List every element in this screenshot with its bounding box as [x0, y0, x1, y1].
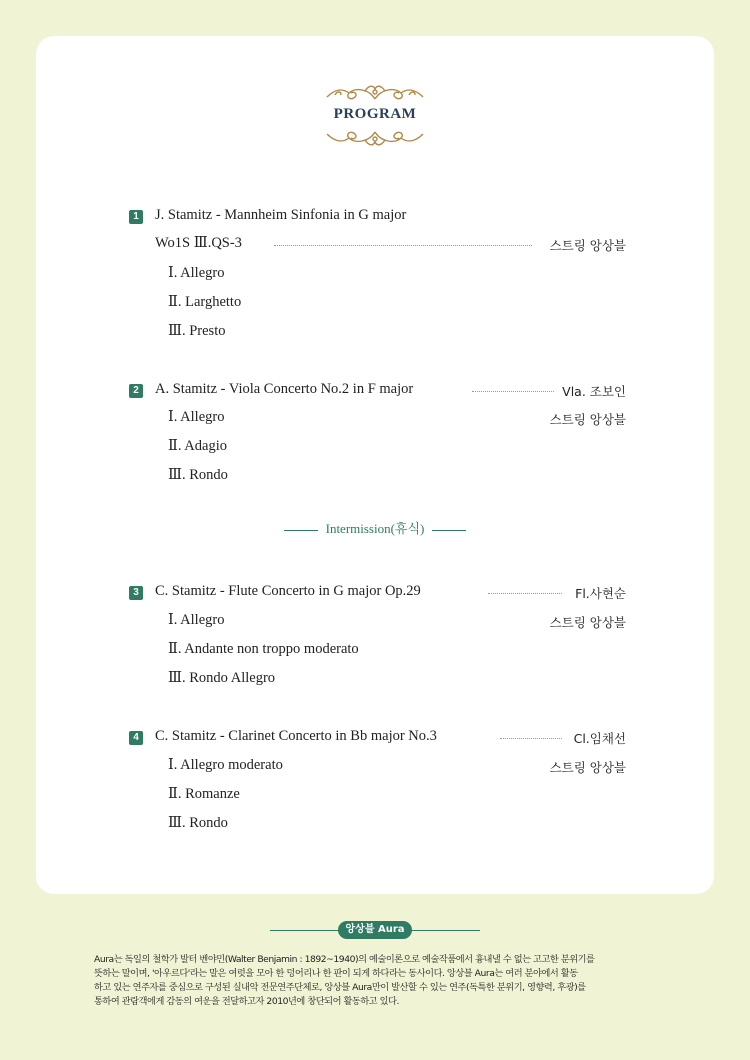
about-header: [270, 921, 480, 939]
program-4-title-row: [36, 728, 714, 750]
movement-row: [36, 757, 714, 779]
program-title-text: J. Stamitz - Mannheim Sinfonia in G major: [155, 207, 407, 223]
movement: Ⅱ. Adagio: [168, 438, 227, 454]
performer: 스트링 앙상블: [549, 615, 626, 630]
performer: Fl.사현순: [575, 586, 626, 601]
about-description: [94, 953, 674, 1009]
movement: Ⅰ. Allegro: [168, 612, 225, 628]
ornament-top-icon: [325, 83, 425, 103]
program-card: [36, 36, 714, 894]
leader-dots: [274, 245, 532, 246]
ornament-bottom-icon: [325, 128, 425, 148]
movement-row: [36, 612, 714, 634]
movement-row: [36, 409, 714, 431]
program-number-badge: 1: [129, 210, 143, 224]
intermission-label: Intermission(휴식): [325, 521, 425, 536]
movement: Ⅱ. Larghetto: [168, 294, 242, 310]
performer: Vla. 조보인: [562, 384, 626, 399]
movement: Ⅲ. Rondo: [168, 467, 228, 483]
program-title-text: C. Stamitz - Clarinet Concerto in Bb major No.3: [155, 728, 437, 744]
movement: Ⅲ. Rondo Allegro: [168, 670, 276, 686]
movement: Ⅱ. Andante non troppo moderato: [168, 641, 359, 657]
intermission-rule: [432, 530, 466, 531]
leader-dots: [488, 593, 562, 594]
program-3-title-row: [36, 583, 714, 605]
leader-dots: [500, 738, 562, 739]
movement: Ⅰ. Allegro: [168, 409, 225, 425]
movement: Ⅲ. Presto: [168, 323, 226, 339]
performer: Cl.임채선: [573, 731, 626, 746]
program-1-title-row: [36, 207, 714, 229]
program-title-text: A. Stamitz - Viola Concerto No.2 in F major: [155, 381, 414, 397]
movement: Ⅲ. Rondo: [168, 815, 228, 831]
leader-dots: [472, 391, 554, 392]
movement: Ⅰ. Allegro: [168, 265, 225, 281]
about-line: 통하여 관람객에게 감동의 여운을 전달하고자 2010년에 창단되어 활동하고 있다.: [94, 996, 399, 1007]
program-number-badge: 3: [129, 586, 143, 600]
intermission-rule: [284, 530, 318, 531]
program-2-title-row: [36, 381, 714, 403]
performer: 스트링 앙상블: [549, 760, 626, 775]
program-title-text: C. Stamitz - Flute Concerto in G major Op.29: [155, 583, 421, 599]
performer: 스트링 앙상블: [549, 238, 626, 253]
program-number-badge: 2: [129, 384, 143, 398]
movement: Ⅰ. Allegro moderato: [168, 757, 283, 773]
program-number-badge: 4: [129, 731, 143, 745]
about-line: 뜻하는 말이며, '아우르다'라는 말은 여럿을 모아 한 덩어리나 한 판이 되게 하다라는 동사이다. 앙상블 Aura는 여러 분야에서 활동: [94, 968, 578, 979]
performer: 스트링 앙상블: [549, 412, 626, 427]
program-catalog: Wo1S Ⅲ.QS-3: [155, 235, 242, 251]
about-line: 하고 있는 연주자를 중심으로 구성된 실내악 전문연주단체로, 앙상블 Aura만이 발산할 수 있는 연주(독특한 분위기, 영향력, 후광)를: [94, 982, 586, 993]
movement: Ⅱ. Romanze: [168, 786, 240, 802]
about-line: Aura는 독일의 철학가 발터 벤야민(Walter Benjamin : 1892~1940)의 예술이론으로 예술작품에서 흉내낼 수 없는 고고한 분위기를: [94, 954, 595, 965]
about-label: 앙상블 Aura: [338, 921, 412, 939]
program-1-catalog-row: [36, 235, 714, 257]
intermission: [36, 518, 714, 537]
program-title: PROGRAM: [333, 106, 417, 122]
